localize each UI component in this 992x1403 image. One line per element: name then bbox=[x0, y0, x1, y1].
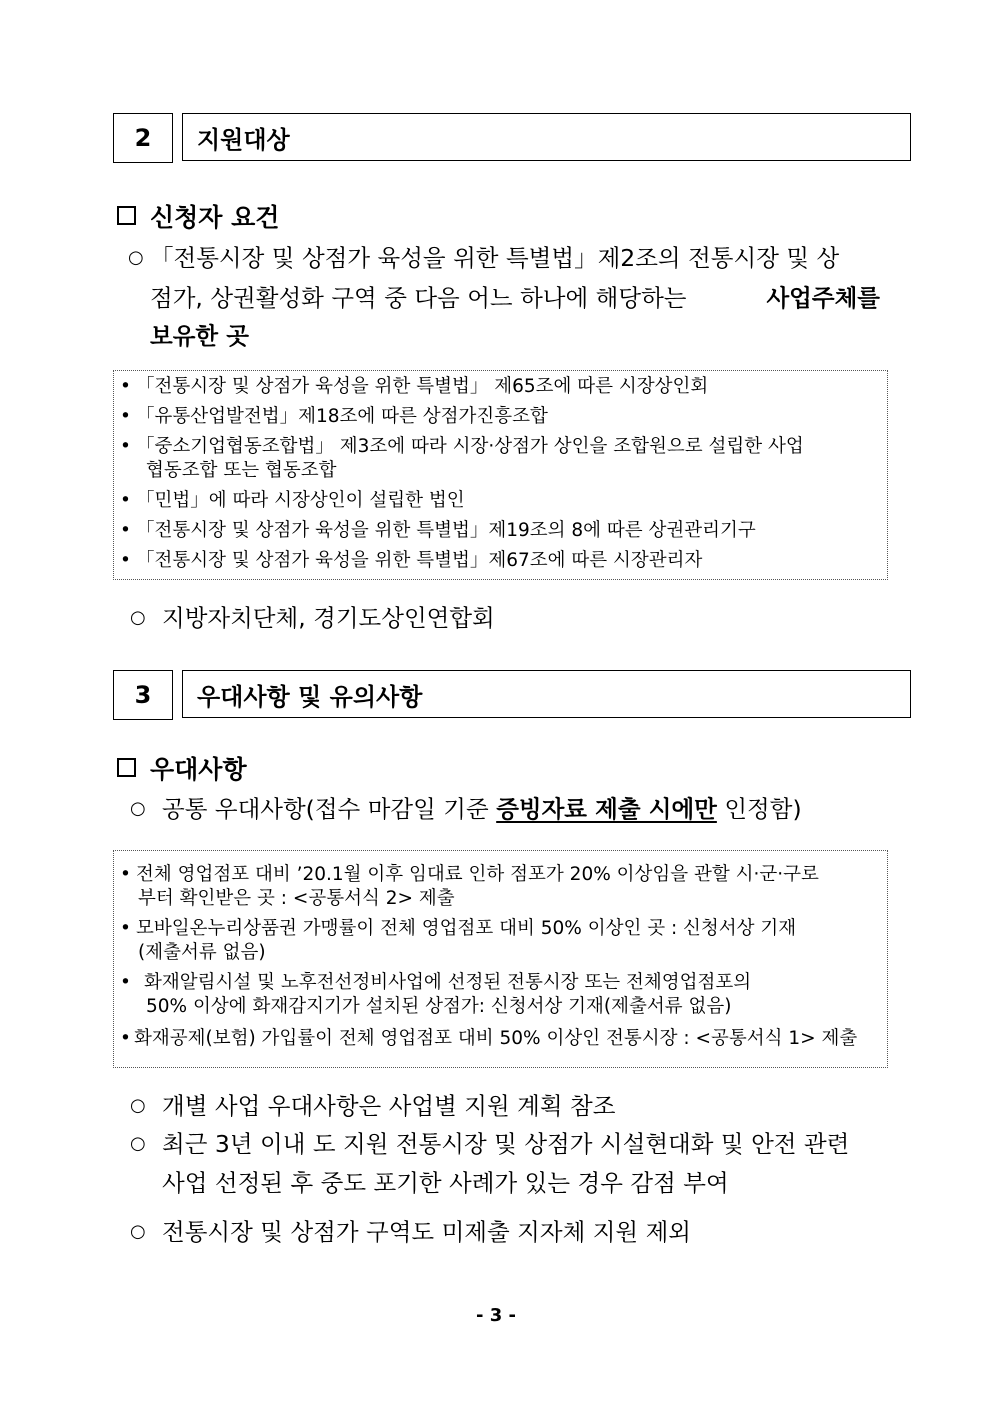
circle-bullet-icon: ○ bbox=[130, 1095, 146, 1116]
note-item-continued: 사업 선정된 후 중도 포기한 사례가 있는 경우 감점 부여 bbox=[162, 1169, 729, 1197]
note-item: ○ 최근 3년 이내 도 지원 전통시장 및 상점가 시설현대화 및 안전 관련 bbox=[130, 1124, 849, 1164]
section-number: 2 bbox=[113, 113, 173, 163]
square-bullet-icon bbox=[117, 758, 136, 777]
section-title: 지원대상 bbox=[182, 113, 911, 161]
section-2-header bbox=[113, 113, 913, 163]
applicant-paragraph bbox=[128, 238, 880, 278]
paragraph-line-1: ○ 「전통시장 및 상점가 육성을 위한 특별법」제2조의 전통시장 및 상 bbox=[128, 238, 880, 278]
page-number: - 3 - bbox=[476, 1305, 516, 1326]
applicant-extra: ○ 지방자치단체, 경기도상인연합회 bbox=[130, 598, 495, 638]
paragraph-line-3: 보유한 곳 bbox=[150, 322, 249, 350]
heading-text: 신청자 요건 bbox=[150, 203, 280, 232]
circle-bullet-icon: ○ bbox=[128, 247, 144, 268]
preference-heading bbox=[117, 750, 247, 786]
heading-text: 우대사항 bbox=[150, 755, 247, 784]
section-title: 우대사항 및 유의사항 bbox=[182, 670, 911, 718]
paragraph-line-2: 점가, 상권활성화 구역 중 다음 어느 하나에 해당하는 사업주체를 bbox=[150, 284, 880, 312]
applicant-list-box: • 「전통시장 및 상점가 육성을 위한 특별법」 제65조에 따른 시장상인회 • 「유통산업발전법」제18조에 따른 상점가진흥조합 • 「중소기업협동조합법」 제3조에 따라 시장·상점가 상인을 조합원으로 설립한 사업 협동조합 또는 협동조합 • 「민법」에 따라 시장상인이 설립한 법인 • 「전통시장 및 상점가 육성을 위한 특별법」제19조의 8에 따른 상권관리기구 • 「전통시장 및 상점가 육성을 위한 특별법」제67조에 따른 시장관리자 bbox=[113, 370, 888, 580]
common-preference: ○ 공통 우대사항(접수 마감일 기준 증빙자료 제출 시에만 인정함) bbox=[130, 789, 802, 829]
section-number: 3 bbox=[113, 670, 173, 720]
circle-bullet-icon: ○ bbox=[130, 607, 146, 628]
note-item: ○ 전통시장 및 상점가 구역도 미제출 지자체 지원 제외 bbox=[130, 1212, 691, 1252]
applicant-heading bbox=[117, 198, 279, 234]
circle-bullet-icon: ○ bbox=[130, 1221, 146, 1242]
preference-list-box: • 전체 영업점포 대비 ’20.1월 이후 임대료 인하 점포가 20% 이상임을 관할 시·군·구로 부터 확인받은 곳 : <공통서식 2> 제출 • 모바일온누리상품권 가맹률이 전체 영업점포 대비 50% 이상인 곳 : 신청서상 기재 (제출서류 없음) • 화재알림시설 및 노후전선정비사업에 선정된 전통시장 또는 전체영업점포의 50% 이상에 화재감지기가 설치된 상점가: 신청서상 기재(제출서류 없음) • 화재공제(보험) 가입률이 전체 영업점포 대비 50% 이상인 전통시장 : <공통서식 1> 제출 bbox=[113, 850, 888, 1068]
circle-bullet-icon: ○ bbox=[130, 1133, 146, 1154]
underlined-emphasis: 증빙자료 제출 시에만 bbox=[496, 795, 717, 823]
square-bullet-icon bbox=[117, 206, 136, 225]
note-item: ○ 개별 사업 우대사항은 사업별 지원 계획 참조 bbox=[130, 1086, 615, 1126]
circle-bullet-icon: ○ bbox=[130, 798, 146, 819]
section-3-header bbox=[113, 670, 913, 720]
